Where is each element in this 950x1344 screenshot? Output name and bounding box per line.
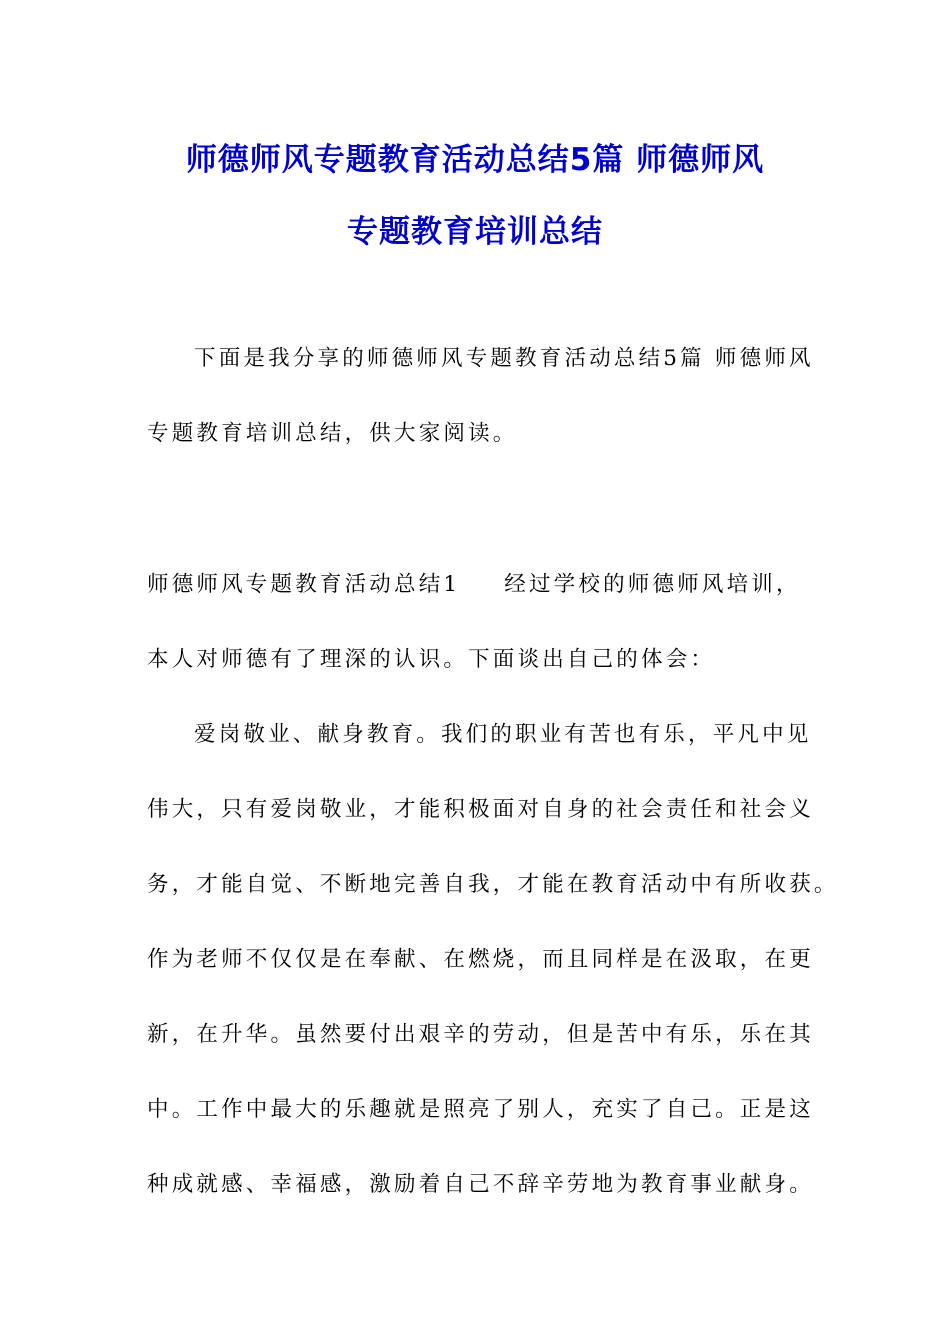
section-heading-line: [147, 570, 801, 600]
intro-line-2: 专题教育培训总结，供大家阅读。: [147, 421, 518, 446]
section-heading-tail: 经过学校的师德师风培训，: [504, 572, 801, 597]
paragraph-line-5: 新，在升华。虽然要付出艰辛的劳动，但是苦中有乐，乐在其: [147, 1022, 814, 1047]
paragraph-line-4: 作为老师不仅仅是在奉献、在燃烧，而且同样是在汲取，在更: [147, 947, 814, 972]
paragraph-line-1: 爱岗敬业、献身教育。我们的职业有苦也有乐，平凡中见: [194, 722, 812, 747]
intro-line-1: 下面是我分享的师德师风专题教育活动总结5篇 师德师风: [194, 346, 814, 371]
paragraph-line-3: 务，才能自觉、不断地完善自我，才能在教育活动中有所收获。: [147, 872, 839, 897]
section-line-2: 本人对师德有了理深的认识。下面谈出自己的体会：: [147, 647, 716, 672]
paragraph-line-7: 种成就感、幸福感，激励着自己不辞辛劳地为教育事业献身。: [147, 1172, 814, 1197]
section-heading: 师德师风专题教育活动总结1: [147, 572, 461, 597]
paragraph-line-2: 伟大，只有爱岗敬业，才能积极面对自身的社会责任和社会义: [147, 797, 814, 822]
document-title-line-2: 专题教育培训总结: [347, 214, 603, 250]
document-title-line-1: 师德师风专题教育活动总结5篇 师德师风: [185, 142, 765, 178]
paragraph-line-6: 中。工作中最大的乐趣就是照亮了别人，充实了自己。正是这: [147, 1097, 814, 1122]
